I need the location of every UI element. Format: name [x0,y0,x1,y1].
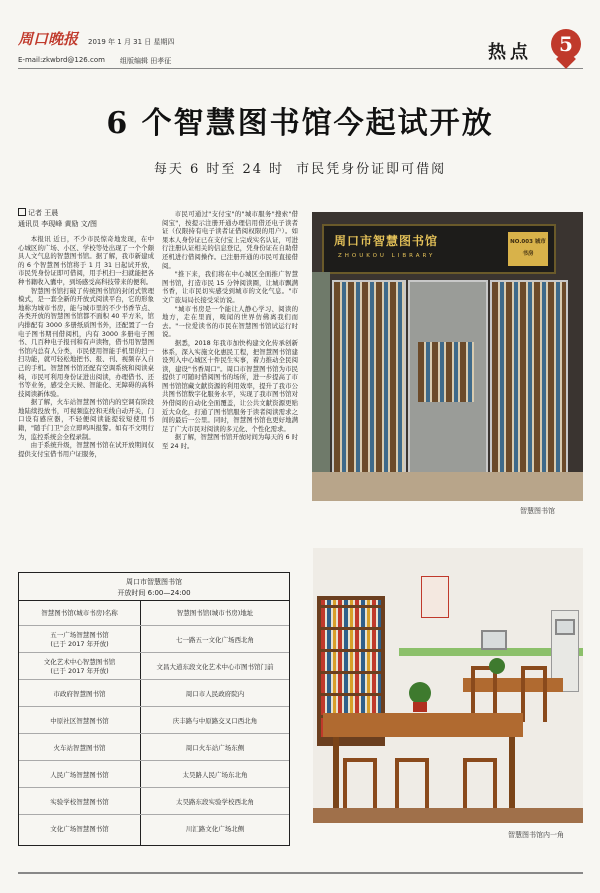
article-paragraph: "推下来，我们将在中心城区全面推广智慧图书馆，打造市民 15 分钟阅读圈，让城市飘满书香，让市民切实感受到城市的文化气息。"市文广旅局局长接受采访说。 [162,270,298,304]
newspaper-logo: 周口晚报 [18,30,79,48]
library-name: 五一广场智慧图书馆 (已于 2017 年开放) [50,631,109,648]
article-paragraph: 市民可通过"支付宝"的"城市服务"搜索"借阅宝"，按提示注册开通办理信用借还电子读者证（仅限持有电子读者证借阅权限的用户）。如果本人身份证已在支付宝上完成实名认证，可进行注册认证相关的信息登记，凭身份证在自助借还机进行借阅操作。已注册开通的市民可直接借阅。 [162,210,298,270]
potted-plant [489,658,505,674]
library-sign-pinyin: ZHOUKOU LIBRARY [338,253,436,259]
library-name: 市政府智慧图书馆 [53,690,106,698]
contact-email: E-mail:zkwbrd@126.com [18,56,105,64]
article-paragraph: 据悉，2018 年我市加快构建文化传承创新体系，深入实施文化惠民工程，把智慧图书馆建设列入中心城区十件民生实事，着力推动全民阅读，建设"书香周口"。周口市智慧图书馆为市民提供了可随时借阅图书的场所，进一步提高了市图书馆馆藏文献资源的利用效率，提升了我市公共图书馆数字化服务水平，实现了我市图书馆对外借阅的自动化全面覆盖，让公共文献资源更贴近大众化，打通了图书馆服务于读者阅读需求之间的最后一公里。同时，智慧图书馆也更好地满足了广大市民对阅读的多元化、个性化需求。 [162,338,298,433]
layout-editor: 组版编辑 田孝征 [120,57,172,65]
subheadline [0,158,600,177]
square-bullet-icon [18,208,26,216]
library-name: 中原社区智慧图书馆 [50,717,109,725]
table-leg [333,737,339,817]
article-paragraph: 据了解，火车站智慧图书馆内的空调有阶段地陆续投放书，可视频监控和无线自动开关，门口设有感应器，不轻便阅读能提较短使用书籍，"随手门卫"会立即鸣叫报警。如有不文明行为，监控系统会全程录制。 [18,398,154,441]
issue-date: 2019 年 1 月 31 日 星期四 [88,38,175,46]
byline-reporter: 记者 王晨 [28,209,59,217]
photo-caption: 智慧图书馆 [520,507,555,515]
opening-hours-table [18,572,290,846]
table-row [19,655,289,680]
article-paragraph: 据了解，智慧图书馆开放时间为每天的 6 时至 24 时。 [162,433,298,451]
library-address: 太昊路人民广场东北角 [182,771,248,779]
library-address: 川汇路文化广场北侧 [185,825,245,833]
library-address: 庆丰路与中原路交叉口西北角 [172,717,258,725]
subheadline-part1: 每天 6 时至 24 时 [153,162,285,177]
library-address: 文昌大道东段文化艺术中心市图书馆门前 [156,663,274,671]
reading-table [323,713,523,737]
page-bottom-rule [18,872,583,874]
chair [395,758,429,814]
glass-door-center [408,280,488,474]
chair [463,758,497,814]
plant-pot [413,702,427,712]
table-title: 周口市智慧图书馆 [126,578,182,586]
glass-door-right [490,280,568,474]
column-header-name: 智慧图书馆(城市书房)名称 [41,609,118,617]
page-number-badge: 5 [551,29,581,59]
article-paragraph: 由于系统升级，智慧图书馆在试开放期间仅提供支付宝借书用户证服务， [18,441,154,458]
table-row [19,682,289,707]
entrance-wall [312,272,330,472]
bookshelf-glimpse [418,342,474,402]
table-row [19,790,289,815]
article-column-2 [162,210,298,546]
library-interior-photo [313,548,583,823]
table-row [19,628,289,653]
machine-screen [555,619,575,635]
chair [521,666,547,722]
table-row [19,736,289,761]
masthead-divider [18,68,583,69]
headline: 6 个智慧图书馆今起试开放 [106,106,494,141]
library-address: 七一路五一文化广场西北角 [176,636,254,644]
library-entrance-photo [312,212,583,501]
library-name: 实验学校智慧图书馆 [50,798,109,806]
wall-poster [421,576,449,618]
article-paragraph: "城市书房是一个能让人静心学习、阅读的地方，走在里面，嗅闻的世界仿佛离我们而去。"一位爱读书的市民在智慧图书馆试运行时说。 [162,304,298,339]
library-sign [322,224,556,274]
library-address: 周口市人民政府院内 [185,690,245,698]
table-row [19,817,289,842]
article-column-1 [18,235,154,535]
entrance-floor [312,472,583,501]
table-header-row [19,601,289,626]
byline [18,208,158,230]
library-name: 文化艺术中心智慧图书馆 (已于 2017 年开放) [43,658,116,675]
table-row [19,709,289,734]
kiosk-screen [481,630,507,650]
library-sign-number: NO.003 城市书房 [508,232,548,266]
section-label: 热点 [488,42,532,63]
article-paragraph: 智慧图书馆打破了传统图书馆的封闭式管理模式，是一套全新的开放式阅读平台，它的形象地称为城市书房，能与城市里的不少书香节点、各类开放的智慧图书馆都不面积 40 平方米，馆内排配有 3000 多册纸质图书外，还配置了一台电子图书期刊借阅机，内有 3000 多册电子图书、几百种电子报刊和有声读物，借书用智慧图书馆内总有人分类，市民使用智能手机里的扫一扫功能，就可轻松地把书、报、刊、视频存入自己的手机。智慧图书馆还配有空调系统和阅读桌椅，市民可利用身份证进出阅读，办理借书、还书等业务，感受全天候、智能化、无障碍的高科技阅读新体验。 [18,286,154,398]
table-hours: 开放时间 6:00—24:00 [117,589,191,597]
library-sign-name: 周口市智慧图书馆 [334,234,439,248]
potted-plant [409,682,431,704]
library-address: 周口火车站广场东侧 [185,744,245,752]
subheadline-part2: 市民凭身份证即可借阅 [296,162,447,177]
byline-contributors: 通讯员 李现峰 黄励 文/图 [18,220,98,228]
column-header-address: 智慧图书馆(城市书房)地址 [176,609,254,617]
library-name: 人民广场智慧图书馆 [50,771,109,779]
table-row [19,763,289,788]
glass-door-left [332,280,406,474]
library-name: 火车站智慧图书馆 [53,744,106,752]
chair [343,758,377,814]
table-leg [509,737,515,817]
library-name: 文化广场智慧图书馆 [50,825,109,833]
library-address: 太昊路东段实验学校西北角 [176,798,254,806]
interior-floor [313,808,583,823]
photo-caption: 智慧图书馆内一角 [508,831,564,839]
article-paragraph: 本报讯 近日，不少市民惊奇地发现，在中心城区的广场、小区、学校等处出现了一个个颇具人文气息的智慧图书馆。据了解，我市新建成的 6 个智慧图书馆将于 1 月 31 日起试开放，市民凭身份证即可借阅，用手机扫一扫就能把各种书籍收入囊中，到场感受高科技带来的便利。 [18,235,154,286]
